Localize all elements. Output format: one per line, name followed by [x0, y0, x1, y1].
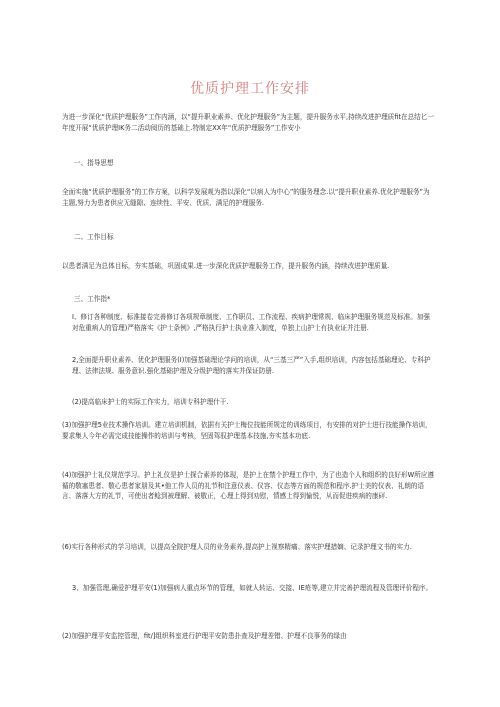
paragraph-item-2-2 [62, 397, 436, 408]
paragraph-text: 以患者满足为总体目标，夯实基础，巩固成果.进一步深化优质护理服务工作，提升服务内涵，持续改进护理质量. [62, 262, 390, 270]
paragraph-text: (2)提高临床护士的实际工作实力，培训专科护理什干. [72, 398, 229, 406]
paragraph-text: (3)加强护理5业技术操作培训。建立培训机制，依据有关护士梅位技能所规定的训练项目，有安排的对护士进行技能操作培训，要求集人今年必需完成技能操作的培训与考核，坚固驾驭护理基本技施,夯实基本功底. [62, 421, 432, 440]
paragraph-text: 为进一步深化“优质护理服务”工作内涵，以“提升职业素养、优化护理服务”为主题，提升服务水平,持续改进护理质fit在总结匕一年度开展“优质护理IK务二活动阅历的基础上.特制定XX年“优质护理服务”工作安小 [62, 113, 434, 132]
paragraph-text: 2,全面提升职业素养、优化护理服务(I)加强基础理论学问的培训，从“三基三严”入手,组织培训，内容包括基础理论、专科护理、法律法规、服务意识.强化基础护理及分级护理的落实并保证防册. [72, 356, 431, 375]
heading-text: 一、指导思想 [74, 159, 114, 167]
paragraph-guiding [62, 187, 436, 208]
heading-text: 二、工作目标 [74, 233, 114, 241]
paragraph-text: I、修订各种制度、标准接卷完善修订各项规章制度、工作职员、工作流程、疾病护理常规、临床护理服务规范及标准。加强对危重病人的管理)严格落实《护士条例》,严格执行护士执业准入制度，单独上山护士有执业证并注册. [72, 313, 431, 332]
paragraph-item-1 [62, 312, 436, 333]
section-heading-3 [74, 294, 448, 305]
paragraph-item-2 [62, 355, 436, 376]
paragraph-item-2-6 [62, 542, 436, 553]
section-heading-2 [74, 232, 448, 243]
document-title: 优质护理工作安排 [190, 81, 310, 97]
paragraph-item-2-4 [62, 470, 436, 502]
paragraph-item-3-2 [62, 631, 436, 642]
paragraph-text: (2)加强护理平安监控管理，fit/]组织科室进行护理平安防患扑查及护理差错、护理不良事务的绿由 [62, 632, 347, 640]
paragraph-text: (6)实行各种形式的学习培训，以提高全院护理人员的业务素养,提高护上视察精痛、落实护理措嫡、记录护理文书的实力. [62, 543, 412, 551]
paragraph-text: (4)加强护士礼仪规范学习。护上礼仪是护士探合素养的体现，是护上在禁个护理工作中，为了也造个人和组织的良好形W所应遵循的敬塞患者、敬心患者家朋及其•他工作人员的礼节和注意仪表、仪容、仪态等方面的规范和程序.护士美的仪表、礼朗的语言、落落大方的礼节，可使出者鲶到被理解、被敬正，心理上得到劝慰，情感上得到愉悦，从而促进疾病的康砰. [62, 471, 434, 501]
intro-paragraph [62, 112, 436, 133]
paragraph-goal [62, 261, 436, 272]
paragraph-text: 全面实施“优质护理服务”的工作方案，以科学发展观为指以深化“以病人为中心”的服务理念.以“提升职业素养.优化护理服务”为主题,努力为患者供应无缝隙、连续性、平安、优质、满足的护理服务. [62, 188, 430, 207]
paragraph-item-2-3 [62, 420, 436, 441]
paragraph-text: 3、加强管理,确爱护理平安(1)加强病人重点环节的管理，如就人转运、交接、IE疮等,建立并完善护理流程及管理评价程序。 [72, 584, 433, 592]
section-heading-1 [74, 158, 448, 169]
heading-text: 三、工作指* [74, 295, 111, 303]
paragraph-item-3 [62, 583, 436, 594]
